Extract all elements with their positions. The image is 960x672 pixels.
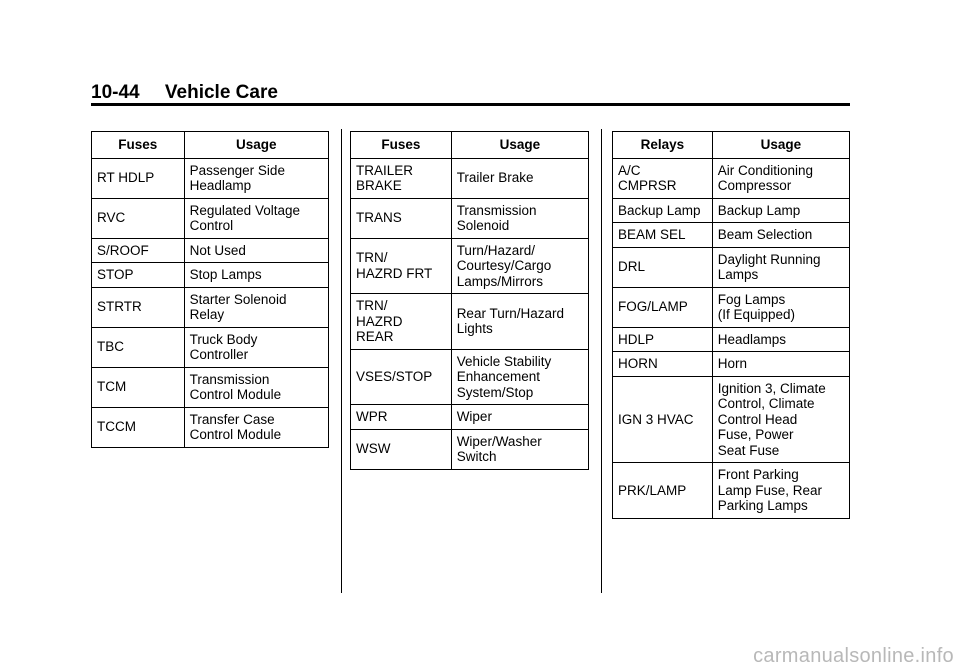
item-name-cell: WSW <box>351 429 452 469</box>
table-row <box>92 367 329 407</box>
usage-cell: Air Conditioning Compressor <box>712 158 849 198</box>
usage-cell: Trailer Brake <box>451 158 588 198</box>
item-name-cell: VSES/STOP <box>351 349 452 405</box>
item-name-cell: FOG/LAMP <box>613 287 713 327</box>
table-row <box>92 327 329 367</box>
column-divider-1 <box>341 129 342 593</box>
usage-cell: Horn <box>712 352 849 377</box>
watermark: carmanualsonline.info <box>753 645 954 667</box>
table-row <box>92 263 329 288</box>
column-header: Usage <box>712 132 849 159</box>
column-divider-2 <box>601 129 602 593</box>
table-row <box>351 349 589 405</box>
item-name-cell: BEAM SEL <box>613 223 713 248</box>
usage-cell: Wiper <box>451 405 588 430</box>
usage-cell: Rear Turn/Hazard Lights <box>451 294 588 350</box>
item-name-cell: IGN 3 HVAC <box>613 376 713 463</box>
usage-cell: Beam Selection <box>712 223 849 248</box>
usage-cell: Truck Body Controller <box>184 327 328 367</box>
table-row <box>92 287 329 327</box>
usage-cell: Transfer Case Control Module <box>184 407 328 447</box>
page-title: Vehicle Care <box>164 82 278 103</box>
item-name-cell: RVC <box>92 198 185 238</box>
item-name-cell: TRN/ HAZRD FRT <box>351 238 452 294</box>
header-rule <box>91 103 850 106</box>
table-row <box>613 463 850 519</box>
usage-cell: Headlamps <box>712 327 849 352</box>
table-row <box>92 198 329 238</box>
column-header: Relays <box>613 132 713 159</box>
usage-cell: Front Parking Lamp Fuse, Rear Parking Lamps <box>712 463 849 519</box>
table-header-row <box>351 132 589 159</box>
table-row <box>613 287 850 327</box>
table-row <box>92 158 329 198</box>
page-number: 10-44 <box>91 82 140 103</box>
table-row <box>613 223 850 248</box>
usage-cell: Turn/Hazard/ Courtesy/Cargo Lamps/Mirrors <box>451 238 588 294</box>
usage-cell: Ignition 3, Climate Control, Climate Control Head Fuse, Power Seat Fuse <box>712 376 849 463</box>
table-row <box>351 429 589 469</box>
item-name-cell: TRANS <box>351 198 452 238</box>
item-name-cell: TBC <box>92 327 185 367</box>
item-name-cell: TCCM <box>92 407 185 447</box>
item-name-cell: A/C CMPRSR <box>613 158 713 198</box>
table-row <box>351 198 589 238</box>
usage-cell: Not Used <box>184 238 328 263</box>
item-name-cell: PRK/LAMP <box>613 463 713 519</box>
table-row <box>613 158 850 198</box>
page-header <box>91 82 278 104</box>
usage-cell: Vehicle Stability Enhancement System/Stop <box>451 349 588 405</box>
table-row <box>92 238 329 263</box>
usage-cell: Wiper/Washer Switch <box>451 429 588 469</box>
column-header: Fuses <box>92 132 185 159</box>
table-row <box>351 238 589 294</box>
usage-cell: Backup Lamp <box>712 198 849 223</box>
table-header-row <box>613 132 850 159</box>
column-header: Fuses <box>351 132 452 159</box>
item-name-cell: STOP <box>92 263 185 288</box>
fuses-table-1 <box>91 131 329 448</box>
table-row <box>351 405 589 430</box>
item-name-cell: HDLP <box>613 327 713 352</box>
table-row <box>351 158 589 198</box>
table-row <box>613 352 850 377</box>
usage-cell: Regulated Voltage Control <box>184 198 328 238</box>
table-row <box>613 198 850 223</box>
fuses-table-2 <box>350 131 589 470</box>
item-name-cell: RT HDLP <box>92 158 185 198</box>
usage-cell: Starter Solenoid Relay <box>184 287 328 327</box>
item-name-cell: TRAILER BRAKE <box>351 158 452 198</box>
item-name-cell: TRN/ HAZRD REAR <box>351 294 452 350</box>
table-header-row <box>92 132 329 159</box>
relays-table <box>612 131 850 519</box>
table-row <box>92 407 329 447</box>
usage-cell: Daylight Running Lamps <box>712 247 849 287</box>
usage-cell: Stop Lamps <box>184 263 328 288</box>
table-row <box>613 376 850 463</box>
usage-cell: Passenger Side Headlamp <box>184 158 328 198</box>
table-row <box>351 294 589 350</box>
item-name-cell: HORN <box>613 352 713 377</box>
usage-cell: Fog Lamps (If Equipped) <box>712 287 849 327</box>
item-name-cell: Backup Lamp <box>613 198 713 223</box>
column-header: Usage <box>184 132 328 159</box>
item-name-cell: STRTR <box>92 287 185 327</box>
item-name-cell: WPR <box>351 405 452 430</box>
item-name-cell: DRL <box>613 247 713 287</box>
usage-cell: Transmission Solenoid <box>451 198 588 238</box>
item-name-cell: TCM <box>92 367 185 407</box>
table-row <box>613 247 850 287</box>
item-name-cell: S/ROOF <box>92 238 185 263</box>
usage-cell: Transmission Control Module <box>184 367 328 407</box>
column-header: Usage <box>451 132 588 159</box>
table-row <box>613 327 850 352</box>
